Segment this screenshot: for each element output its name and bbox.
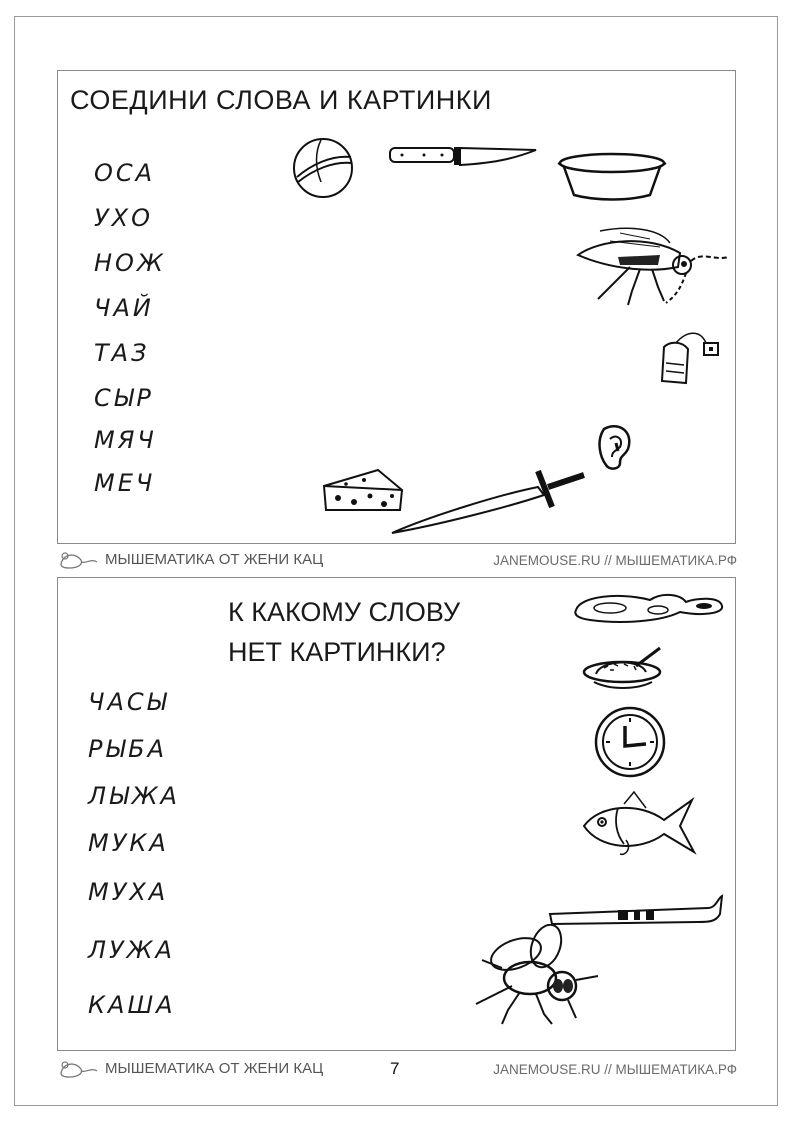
section2-title-line2: НЕТ КАРТИНКИ? bbox=[228, 637, 446, 667]
section1-title: СОЕДИНИ СЛОВА И КАРТИНКИ bbox=[70, 85, 492, 115]
footer-site[interactable]: JANEMOUSE.RU // МЫШЕМАТИКА.РФ bbox=[493, 1062, 737, 1077]
teabag-icon[interactable] bbox=[656, 327, 726, 387]
word-kasha[interactable]: КАША bbox=[88, 991, 176, 1019]
footer-site[interactable]: JANEMOUSE.RU // МЫШЕМАТИКА.РФ bbox=[493, 553, 737, 568]
word-syr[interactable]: СЫР bbox=[94, 384, 154, 412]
basin-icon[interactable] bbox=[556, 151, 668, 201]
word-ukho[interactable]: УХО bbox=[94, 204, 153, 232]
footer-brand: МЫШЕМАТИКА ОТ ЖЕНИ КАЦ bbox=[105, 1060, 324, 1077]
porridge-icon[interactable] bbox=[580, 642, 666, 692]
word-nozh[interactable]: НОЖ bbox=[94, 249, 166, 277]
knife-icon[interactable] bbox=[388, 143, 538, 171]
page-number: 7 bbox=[390, 1059, 400, 1078]
clock-icon[interactable] bbox=[592, 706, 668, 778]
mouse-logo-icon bbox=[57, 1057, 99, 1082]
footer-bottom bbox=[57, 1057, 737, 1081]
fly-icon[interactable] bbox=[472, 924, 602, 1028]
mouse-logo-icon bbox=[57, 548, 99, 573]
word-luzha[interactable]: ЛУЖА bbox=[88, 936, 175, 964]
word-myach[interactable]: МЯЧ bbox=[94, 426, 157, 454]
word-taz[interactable]: ТАЗ bbox=[94, 339, 150, 367]
word-mech[interactable]: МЕЧ bbox=[94, 469, 156, 497]
matching-panel bbox=[57, 70, 736, 544]
wasp-icon[interactable] bbox=[570, 221, 730, 313]
word-mukha[interactable]: МУХА bbox=[88, 878, 169, 906]
section2-title bbox=[228, 592, 460, 672]
ball-icon[interactable] bbox=[291, 137, 357, 199]
puddle-icon[interactable] bbox=[570, 588, 726, 628]
word-lyzha[interactable]: ЛЫЖА bbox=[88, 782, 180, 810]
word-osa[interactable]: ОСА bbox=[94, 159, 156, 187]
section2-title-line1: К КАКОМУ СЛОВУ bbox=[228, 597, 461, 627]
ear-icon[interactable] bbox=[594, 421, 634, 471]
word-ryba[interactable]: РЫБА bbox=[88, 735, 167, 763]
fish-icon[interactable] bbox=[580, 790, 698, 862]
sword-icon[interactable] bbox=[388, 459, 588, 539]
footer-brand: МЫШЕМАТИКА ОТ ЖЕНИ КАЦ bbox=[105, 551, 324, 568]
word-chasy[interactable]: ЧАСЫ bbox=[88, 688, 170, 716]
footer-top bbox=[57, 548, 737, 572]
word-muka[interactable]: МУКА bbox=[88, 829, 169, 857]
word-chai[interactable]: ЧАЙ bbox=[94, 294, 154, 322]
missing-picture-panel bbox=[57, 577, 736, 1051]
